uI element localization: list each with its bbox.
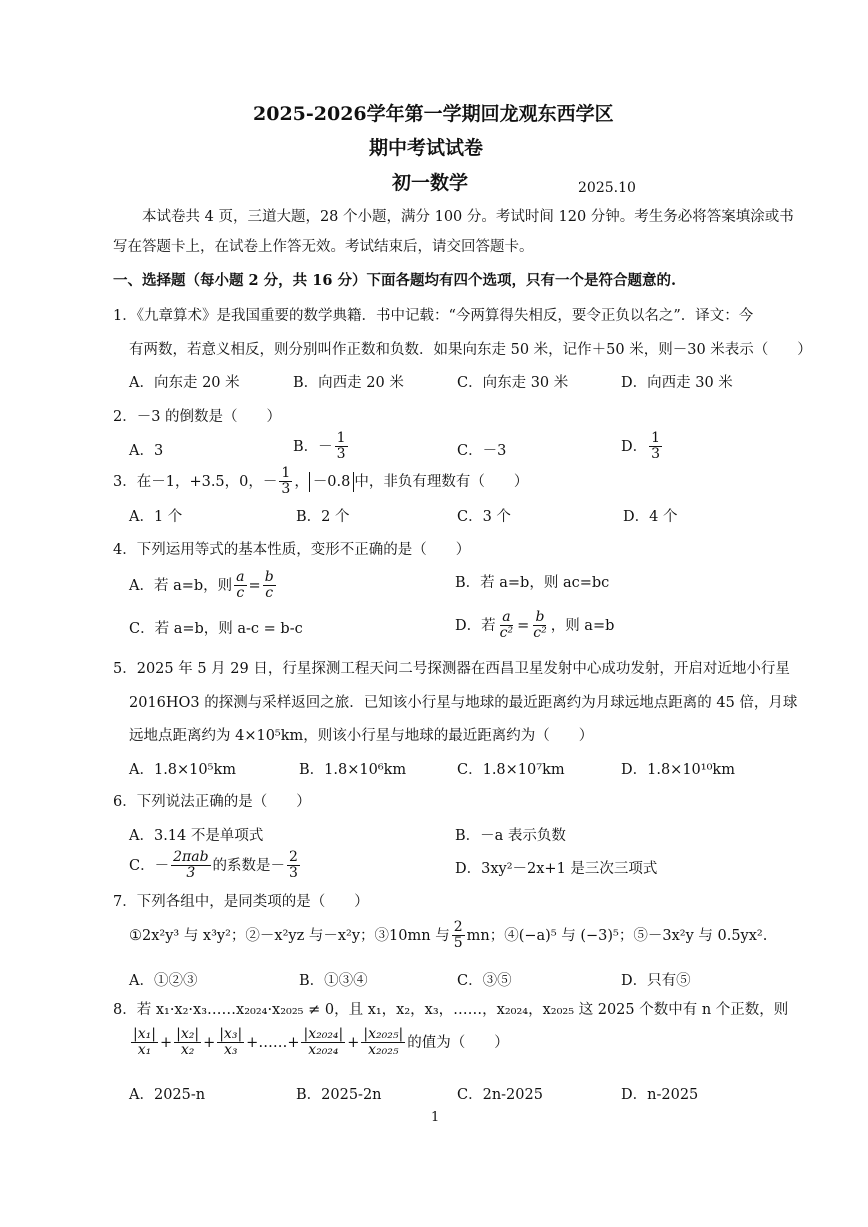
q3-option-a: A．1 个	[129, 509, 183, 525]
q4-option-d-fraction2	[531, 610, 548, 641]
fraction-denominator: 3	[289, 865, 298, 881]
q4-option-a-fraction2	[263, 570, 276, 601]
fraction-numerator: a	[236, 569, 245, 585]
fraction-denominator: c²	[533, 625, 547, 641]
fraction-denominator: c	[265, 585, 274, 601]
equals-sign: =	[248, 577, 261, 594]
q4-option-d-suffix: ，则 a=b	[550, 617, 615, 634]
q8-fraction-2	[174, 1027, 201, 1058]
fraction-denominator: 3	[281, 481, 291, 497]
q2-option-b-fraction	[335, 431, 348, 462]
q6-option-b: B．－a 表示负数	[455, 828, 566, 844]
q4-option-b: B．若 a=b，则 ac=bc	[455, 575, 610, 591]
q2-option-c: C．－3	[457, 443, 507, 459]
q7-items-part2: mn；④(−a)⁵ 与 (−3)⁵；⑤－3x²y 与 0.5yx².	[466, 927, 768, 944]
q4-option-a-fraction1	[234, 570, 246, 601]
q7-items	[129, 920, 767, 951]
q7-option-c: C．③⑤	[457, 973, 512, 989]
q8-fraction-4	[301, 1027, 345, 1058]
q1-option-a: A．向东走 20 米	[129, 375, 240, 391]
q5-option-c: C．1.8×10⁷km	[457, 762, 565, 778]
fraction-numerator: b	[535, 609, 545, 625]
q2-option-b	[293, 431, 350, 462]
q4-option-a	[129, 570, 278, 601]
q3-stem-part3: 中，非负有理数有（ ）	[354, 473, 529, 490]
fraction-denominator: x₁	[137, 1042, 152, 1058]
fraction-numerator: 2	[453, 919, 463, 935]
q3-option-b: B．2 个	[296, 509, 350, 525]
q1-option-b: B．向西走 20 米	[293, 375, 404, 391]
q4-option-d-label: D．若	[455, 617, 496, 634]
instructions-line2: 写在答题卡上，在试卷上作答无效。考试结束后，请交回答题卡。	[113, 239, 534, 255]
fraction-numerator: b	[264, 569, 274, 585]
q8-fraction-1	[131, 1027, 158, 1058]
q5-line1: 5．2025 年 5 月 29 日，行星探测工程天问二号探测器在西昌卫星发射中心成功发射，开启对近地小行星	[113, 661, 790, 677]
fraction-numerator: 1	[281, 465, 291, 481]
q8-option-b: B．2025-2n	[296, 1087, 382, 1103]
q6-option-a: A．3.14 不是单项式	[129, 828, 264, 844]
q2-option-d-fraction	[649, 431, 662, 462]
q5-option-a: A．1.8×10⁵km	[129, 762, 236, 778]
q8-expression	[129, 1027, 509, 1058]
q1-option-d: D．向西走 30 米	[621, 375, 733, 391]
q6-option-c-fraction2	[287, 850, 300, 881]
q3-option-c: C．3 个	[457, 509, 511, 525]
q5-line2: 2016HO3 的探测与采样返回之旅．已知该小行星与地球的最近距离约为月球远地点距离的 45 倍，月球	[129, 695, 798, 711]
q4-option-d-fraction1	[498, 610, 515, 641]
q6-option-c	[129, 850, 302, 881]
q4-option-d	[455, 610, 614, 641]
q6-option-c-mid: 的系数是－	[212, 857, 286, 874]
q3-stem-part1: 3．在－1，+3.5，0，－	[113, 473, 278, 490]
q8-line1: 8．若 x₁·x₂·x₃……x₂₀₂₄·x₂₀₂₅ ≠ 0，且 x₁，x₂，x₃，……，x₂₀₂₄，x₂₀₂₅ 这 2025 个数中有 n 个正数，则	[113, 1002, 789, 1018]
fraction-numerator: |x₂|	[176, 1026, 200, 1042]
q5-option-d: D．1.8×10¹⁰km	[621, 762, 735, 778]
subject-title: 初一数学	[392, 172, 469, 194]
plus-sign: +	[203, 1034, 216, 1051]
equals-sign: =	[517, 617, 530, 634]
q7-option-a: A．①②③	[129, 973, 198, 989]
q6-option-c-label: C．－	[129, 857, 170, 874]
q4-stem: 4．下列运用等式的基本性质，变形不正确的是（ ）	[113, 542, 471, 558]
fraction-denominator: x₃	[223, 1042, 238, 1058]
exam-date: 2025.10	[578, 180, 636, 196]
q7-items-fraction	[452, 920, 465, 951]
fraction-numerator: 1	[651, 430, 661, 446]
q6-option-c-fraction1	[171, 850, 210, 881]
fraction-numerator: 2	[289, 849, 298, 865]
fraction-denominator: 3	[336, 446, 346, 462]
q2-option-b-label: B．－	[293, 438, 333, 455]
fraction-numerator: |x₂₀₂₅|	[363, 1026, 404, 1042]
q3-option-d: D．4 个	[623, 509, 678, 525]
q2-stem: 2．－3 的倒数是（ ）	[113, 409, 282, 425]
q2-option-d	[621, 431, 664, 462]
q8-tail: 的值为（ ）	[407, 1034, 509, 1051]
fraction-numerator: 2πab	[173, 849, 209, 865]
fraction-numerator: a	[502, 609, 511, 625]
fraction-denominator: x₂₀₂₄	[308, 1042, 339, 1058]
q7-stem: 7．下列各组中，是同类项的是（ ）	[113, 894, 369, 910]
q7-option-d: D．只有⑤	[621, 973, 691, 989]
section1-heading: 一、选择题（每小题 2 分，共 16 分）下面各题均有四个选项，只有一个是符合题意的.	[113, 272, 677, 289]
q1-line2: 有两数，若意义相反，则分别叫作正数和负数．如果向东走 50 米，记作＋50 米，则－30 米表示（ ）	[129, 342, 812, 358]
q8-option-a: A．2025-n	[129, 1087, 206, 1103]
q8-fraction-5	[361, 1027, 405, 1058]
q6-stem: 6．下列说法正确的是（ ）	[113, 794, 311, 810]
fraction-denominator: c	[236, 585, 245, 601]
q1-line1: 1．《九章算术》是我国重要的数学典籍．书中记载：“今两算得失相反，要令正负以名之”．译文：今	[113, 308, 754, 324]
exam-title: 2025-2026学年第一学期回龙观东西学区	[253, 103, 614, 125]
q3-absolute-value: －0.8	[309, 472, 355, 492]
fraction-denominator: c²	[499, 625, 514, 641]
q3-fraction	[279, 466, 292, 497]
q6-option-d: D．3xy²－2x+1 是三次三项式	[455, 861, 658, 877]
q2-option-a: A．3	[129, 443, 164, 459]
q7-option-b: B．①③④	[299, 973, 368, 989]
q7-items-part1: ①2x²y³ 与 x³y²；②－x²yz 与－x²y；③10mn 与	[129, 927, 450, 944]
plus-sign: +	[159, 1034, 173, 1051]
instructions-line1: 本试卷共 4 页，三道大题，28 个小题，满分 100 分。考试时间 120 分钟。考生务必将答案填涂或书	[142, 209, 794, 225]
q1-option-c: C．向东走 30 米	[457, 375, 569, 391]
fraction-denominator: x₂₀₂₅	[368, 1042, 399, 1058]
fraction-numerator: |x₂₀₂₄|	[303, 1026, 344, 1042]
exam-subtitle: 期中考试试卷	[369, 137, 484, 159]
q5-line3: 远地点距离约为 4×10⁵km，则该小行星与地球的最近距离约为（ ）	[129, 728, 594, 744]
q3-stem	[113, 466, 528, 497]
fraction-numerator: |x₁|	[133, 1026, 156, 1042]
q4-option-c: C．若 a=b，则 a-c = b-c	[129, 621, 303, 637]
fraction-denominator: x₂	[180, 1042, 195, 1058]
q8-fraction-3	[217, 1027, 244, 1058]
page-number: 1	[431, 1110, 440, 1125]
fraction-denominator: 5	[453, 935, 463, 951]
q4-option-a-label: A．若 a=b，则	[129, 577, 233, 594]
q3-stem-part2: ，	[294, 473, 309, 490]
q5-option-b: B．1.8×10⁶km	[299, 762, 407, 778]
fraction-denominator: 3	[651, 446, 661, 462]
q2-option-d-label: D．	[621, 438, 648, 455]
q8-option-c: C．2n-2025	[457, 1087, 543, 1103]
q8-dots: +……+	[246, 1034, 300, 1051]
fraction-denominator: 3	[186, 865, 196, 881]
q8-option-d: D．n-2025	[621, 1087, 699, 1103]
plus-sign: +	[347, 1034, 360, 1051]
fraction-numerator: 1	[336, 430, 346, 446]
fraction-numerator: |x₃|	[219, 1026, 243, 1042]
